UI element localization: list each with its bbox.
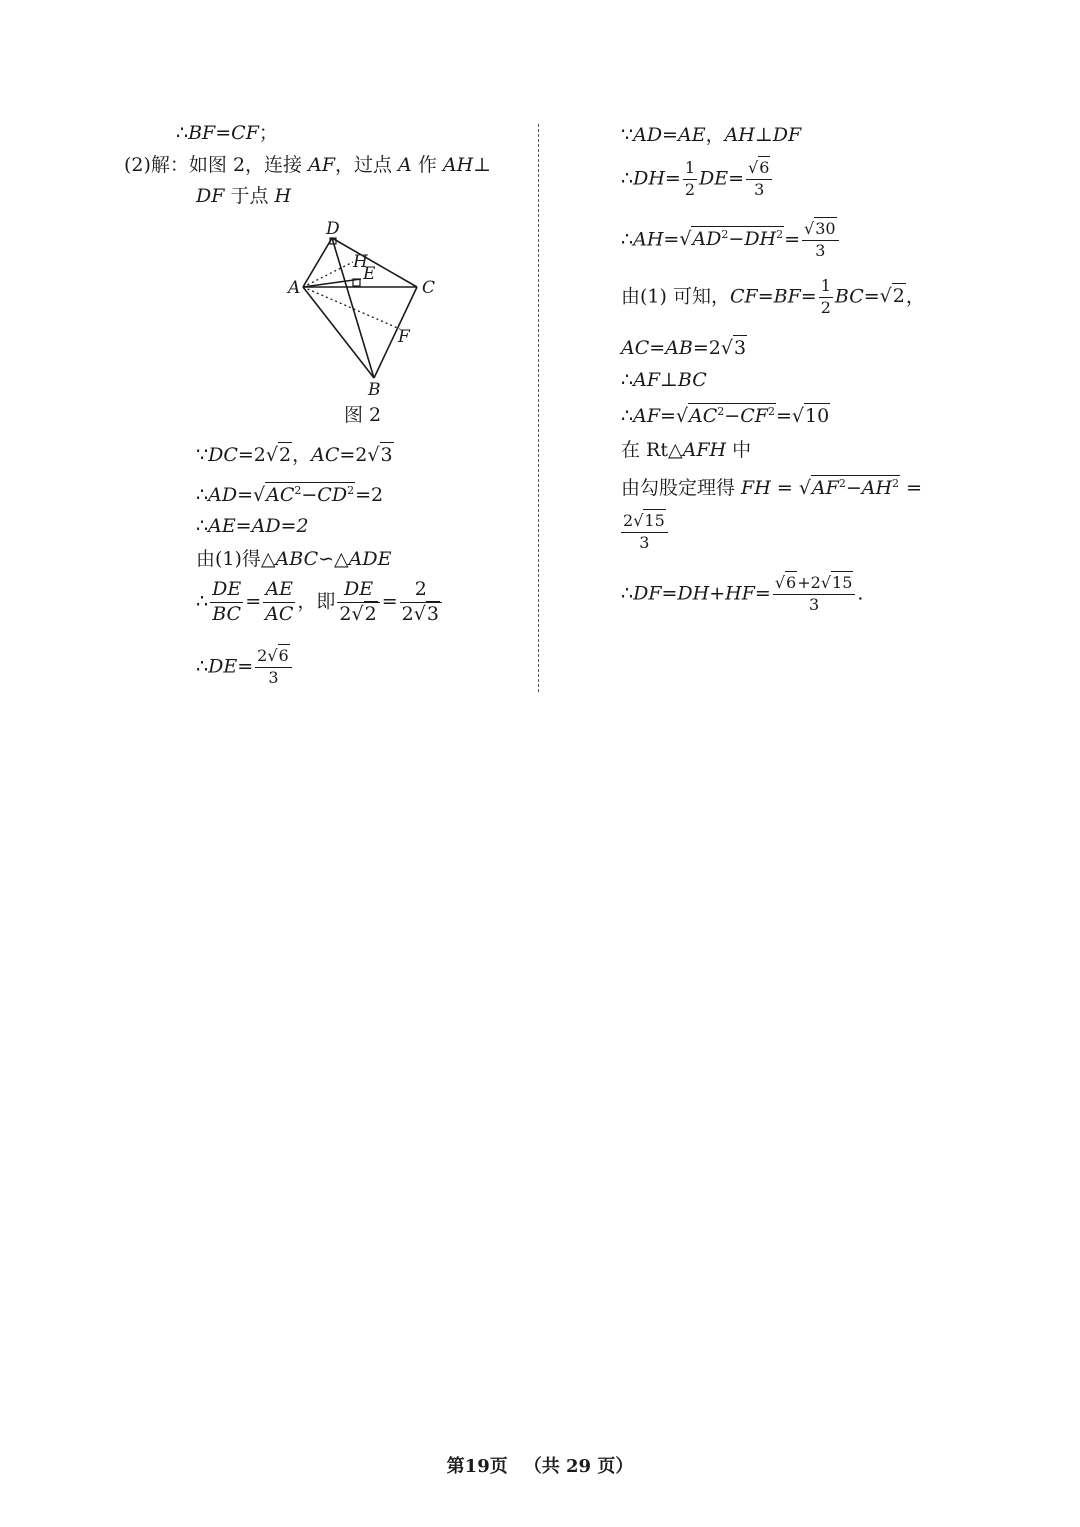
left-line-8: ∴ $\frac{DE}{BC}$ = $\frac{AE}{AC}$ ，即 $\frac{DE}{2√2}$ = $\frac{2}{2√3}$ [196, 580, 444, 625]
label-h: H [353, 252, 368, 272]
segment-af-dotted [303, 287, 400, 329]
right-line-6: ∴AF⊥BC [621, 369, 707, 391]
right-line-8: 在 Rt△AFH 中 [621, 439, 752, 461]
left-line-2: (2)解：如图 2，连接 AF，过点 A 作 AH⊥ [124, 154, 492, 176]
left-line-7: 由(1)得△ABC∽△ADE [196, 548, 392, 570]
label-e: E [363, 264, 376, 284]
page-number: 第19页 [446, 1456, 508, 1477]
segment-ae [303, 279, 361, 287]
segment-ab [303, 287, 374, 378]
right-line-2: ∴DH= $\frac{1}{2}$ DE= $\frac{√6}{3}$ [621, 160, 774, 199]
right-line-3: $\therefore AH=√AD^2-DH^2=$ $\frac{√30}{3}$ [621, 221, 841, 260]
column-divider [538, 124, 539, 692]
left-line-5: $\therefore AD=√AC^2-CD^2=2$ [196, 484, 384, 506]
label-b: B [368, 380, 381, 400]
left-line-3: DF 于点 H [196, 185, 292, 207]
left-line-6: ∴AE=AD=2 [196, 515, 309, 537]
figure-caption: 图 2 [344, 404, 382, 426]
page-footer [0, 1452, 1080, 1478]
label-a: A [288, 278, 301, 298]
right-line-9: 由勾股定理得 FH = $√AF^2-AH^2$ = [621, 477, 923, 499]
math-bf-cf: BF=CF [188, 122, 259, 144]
label-f: F [398, 327, 410, 347]
right-line-7: $\therefore AF=√AC^2-CF^2=√10$ [621, 405, 830, 427]
geometry-figure [280, 215, 450, 405]
left-line-1: ∴BF=CF； [176, 122, 278, 144]
right-line-5: AC=AB=2√3 [621, 337, 747, 359]
right-line-1: ∵AD=AE，AH⊥DF [621, 124, 802, 146]
left-line-4: ∵DC=2√2，AC=2√3 [196, 444, 393, 466]
right-line-10: $\frac{2√15}{3}$ [619, 513, 670, 552]
right-line-11: ∴DF=DH+HF= $\frac{√6+2√15}{3}$ . [621, 573, 864, 614]
left-line-9: ∴DE= $\frac{2√6}{3}$ [196, 648, 294, 687]
segment-cb [374, 287, 417, 378]
label-d: D [326, 219, 340, 239]
label-c: C [422, 278, 436, 298]
page-total: （共 29 页） [523, 1456, 634, 1477]
right-line-4: 由(1) 可知，CF=BF= $\frac{1}{2}$ BC=√2， [621, 276, 925, 317]
